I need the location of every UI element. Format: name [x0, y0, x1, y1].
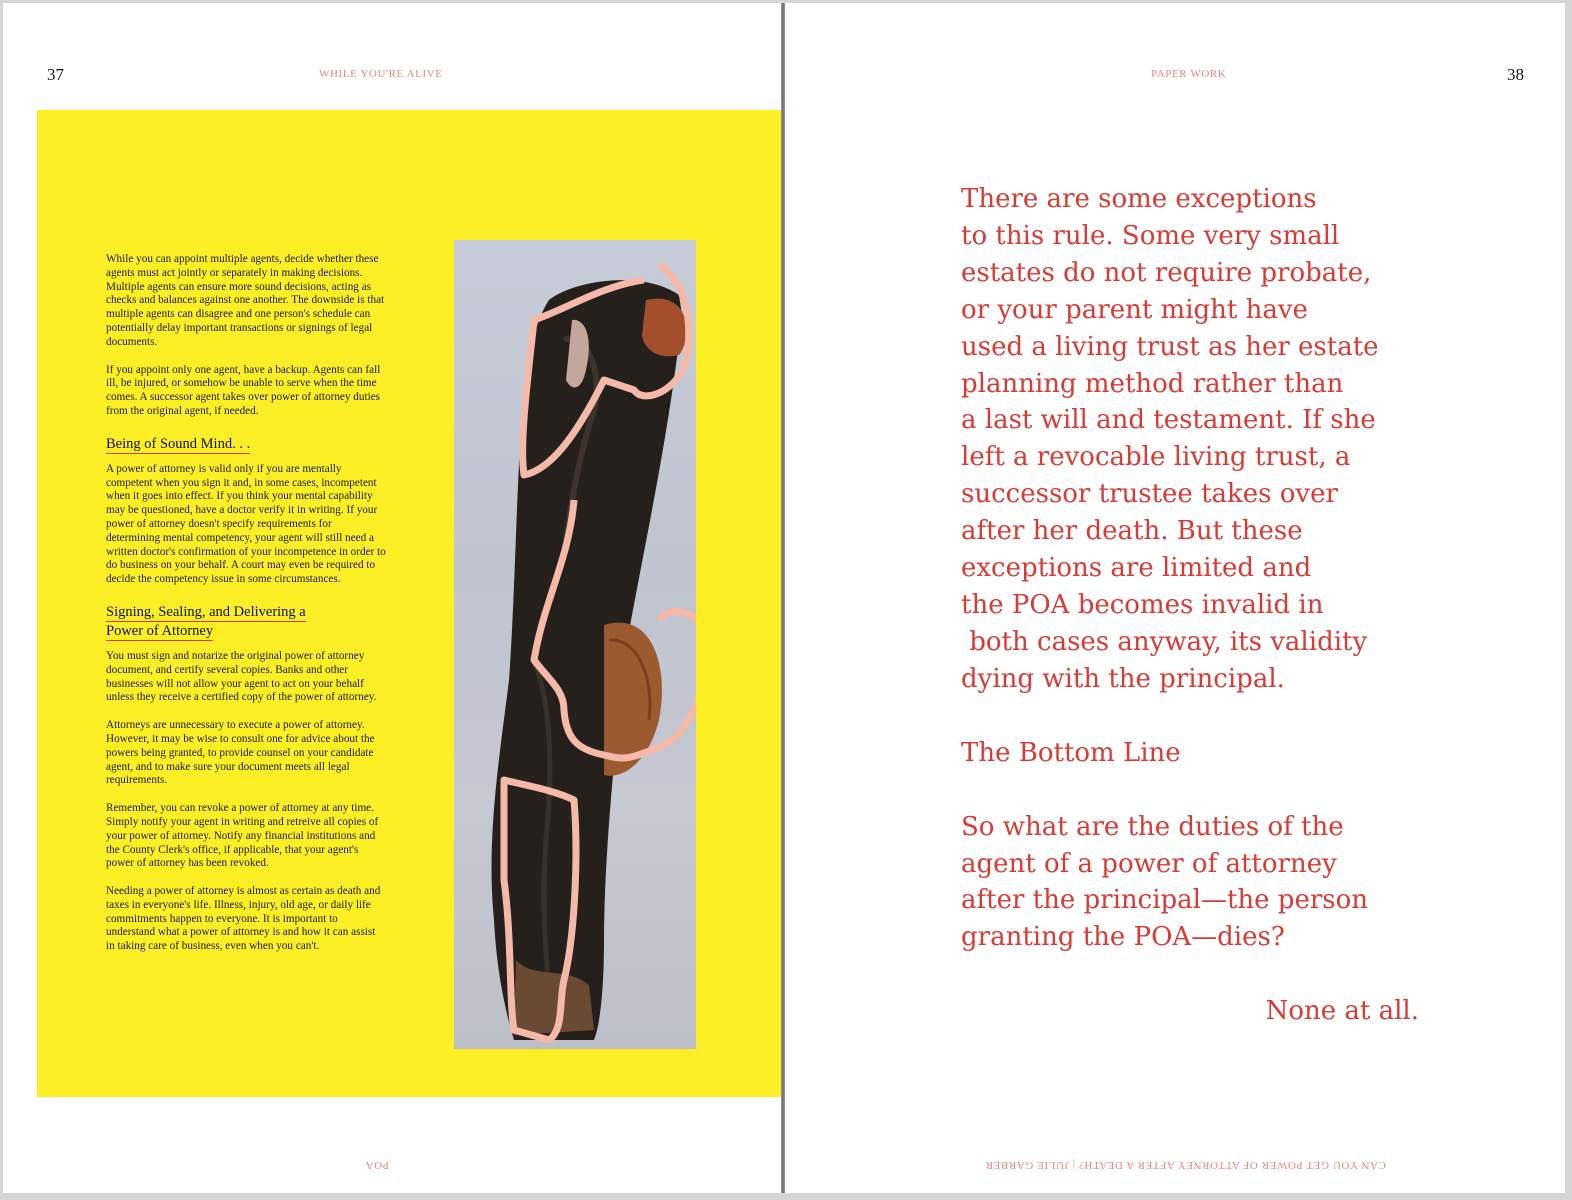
right-page — [785, 3, 1565, 1193]
body-line: dying with the principal. — [961, 663, 1285, 694]
body-line: to this rule. Some very small — [961, 220, 1340, 251]
body-line: a last will and testament. If she — [961, 405, 1376, 436]
body-block-duties — [961, 809, 1431, 957]
paragraph: If you appoint only one agent, have a backup. Agents can fall ill, be injured, or somehow be unable to serve when the time comes. A successor agent takes over power of attorney duties from the original agent, if needed. — [106, 363, 381, 417]
body-line: exceptions are limited and — [961, 553, 1312, 584]
body-block-exceptions — [961, 181, 1431, 698]
section-heading-sound-mind: Being of Sound Mind. . . — [106, 435, 251, 452]
body-line: planning method rather than — [961, 368, 1344, 399]
paragraph: Remember, you can revoke a power of attorney at any time. Simply notify your agent in writing and retreive all copies of your power of attorney. Notify any financial institutions and the County Clerk's office, if applicable, that your agent's power of attorney has been revoked. — [106, 802, 379, 870]
log-with-fungus-illustration — [454, 240, 696, 1049]
section-heading-bottom-line: The Bottom Line — [961, 737, 1181, 768]
body-line: granting the POA—dies? — [961, 922, 1285, 953]
body-line: left a revocable living trust, a — [961, 442, 1351, 473]
right-running-head: PAPER WORK — [1151, 68, 1227, 80]
book-spread — [3, 3, 1565, 1193]
section-heading-signing: Signing, Sealing, and Delivering a Power of Attorney — [106, 603, 306, 639]
left-page-number: 37 — [47, 65, 64, 84]
body-line: There are some exceptions — [961, 184, 1317, 214]
right-body-text — [961, 181, 1431, 1030]
paragraph: Attorneys are unnecessary to execute a power of attorney. However, it may be wise to consult one for advice about the powers being granted, to provide counsel on your candidate agent, and to make sure your document meets all legal requirements. — [106, 719, 375, 787]
body-line: estates do not require probate, — [961, 257, 1372, 288]
body-line: used a living trust as her estate — [961, 331, 1379, 362]
body-line: So what are the duties of the — [961, 811, 1344, 842]
body-line: after her death. But these — [961, 516, 1303, 547]
left-running-head: WHILE YOU'RE ALIVE — [319, 68, 443, 80]
body-line: agent of a power of attorney — [961, 848, 1337, 879]
paragraph: While you can appoint multiple agents, decide whether these agents must act jointly or separately in making decisions. Multiple agents can ensure more sound decisions, acting as checks and balances against one another. The downside is that multiple agents can disagree and one person's schedule can potentially delay important transactions or signings of legal documents. — [106, 253, 385, 348]
body-line: after the principal—the person — [961, 885, 1369, 916]
left-text-column — [106, 253, 386, 968]
left-page — [3, 3, 781, 1193]
paragraph: Needing a power of attorney is almost as certain as death and taxes in everyone's life. Illness, injury, old age, or daily life commitments happen to everyone. It is important to understand what a power of attorney is and how it can assist in taking care of business, even when you can't. — [106, 885, 381, 953]
body-line: the POA becomes invalid in — [961, 589, 1324, 620]
right-page-number: 38 — [1507, 65, 1524, 84]
right-footer: CAN YOU GET POWER OF ATTORNEY AFTER A DEATH? | JULIE GARBER — [985, 1159, 1386, 1171]
left-footer: POA — [365, 1159, 389, 1171]
log-photo — [454, 240, 696, 1049]
body-line: successor trustee takes over — [961, 479, 1338, 510]
closing-line: None at all. — [1265, 996, 1419, 1027]
paragraph: A power of attorney is valid only if you are mentally competent when you sign it and, in some cases, incompetent when it goes into effect. If you think your mental capability may be questioned, have a doctor verify it in writing. If your power of attorney doesn't specify requirements for determining mental competency, your agent will still need a written doctor's confirmation of your incompetence in order to do business on your behalf. A court may even be required to decide the competency issue in some circumstances. — [106, 462, 386, 586]
body-line: both cases anyway, its validity — [961, 626, 1368, 657]
body-line: or your parent might have — [961, 294, 1308, 325]
paragraph: You must sign and notarize the original power of attorney document, and certify several copies. Banks and other businesses will not allow your agent to act on your behalf unless they receive a certified copy of the power of attorney. — [106, 649, 377, 704]
